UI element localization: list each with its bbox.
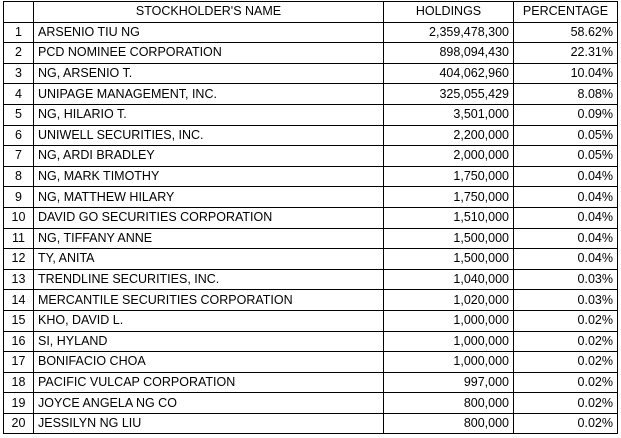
holdings-value: 1,500,000 — [384, 249, 514, 270]
stockholders-table — [3, 1, 618, 434]
row-index: 12 — [4, 249, 34, 270]
row-index: 16 — [4, 331, 34, 352]
row-index: 14 — [4, 290, 34, 311]
table-row — [4, 372, 618, 393]
holdings-value: 325,055,429 — [384, 84, 514, 105]
table-row — [4, 228, 618, 249]
table-row — [4, 43, 618, 64]
table-row — [4, 125, 618, 146]
table-row — [4, 393, 618, 414]
row-index: 19 — [4, 393, 34, 414]
holdings-value: 3,501,000 — [384, 104, 514, 125]
header-percentage: PERCENTAGE — [514, 2, 618, 23]
header-row — [4, 2, 618, 23]
holdings-value: 1,000,000 — [384, 331, 514, 352]
stockholder-name: NG, ARSENIO T. — [34, 63, 384, 84]
row-index: 5 — [4, 104, 34, 125]
stockholder-name: NG, MATTHEW HILARY — [34, 187, 384, 208]
holdings-value: 997,000 — [384, 372, 514, 393]
percentage-value: 0.02% — [514, 310, 618, 331]
row-index: 8 — [4, 166, 34, 187]
holdings-value: 2,000,000 — [384, 146, 514, 167]
table-row — [4, 104, 618, 125]
row-index: 17 — [4, 352, 34, 373]
stockholder-name: MERCANTILE SECURITIES CORPORATION — [34, 290, 384, 311]
row-index: 10 — [4, 207, 34, 228]
stockholder-name: NG, ARDI BRADLEY — [34, 146, 384, 167]
row-index: 3 — [4, 63, 34, 84]
percentage-value: 0.02% — [514, 372, 618, 393]
stockholder-name: NG, HILARIO T. — [34, 104, 384, 125]
percentage-value: 8.08% — [514, 84, 618, 105]
table-row — [4, 166, 618, 187]
row-index: 15 — [4, 310, 34, 331]
row-index: 7 — [4, 146, 34, 167]
table-row — [4, 22, 618, 43]
holdings-value: 1,750,000 — [384, 187, 514, 208]
stockholder-name: DAVID GO SECURITIES CORPORATION — [34, 207, 384, 228]
row-index: 1 — [4, 22, 34, 43]
percentage-value: 0.03% — [514, 269, 618, 290]
holdings-value: 1,750,000 — [384, 166, 514, 187]
row-index: 6 — [4, 125, 34, 146]
percentage-value: 0.04% — [514, 228, 618, 249]
table-row — [4, 146, 618, 167]
stockholder-name: ARSENIO TIU NG — [34, 22, 384, 43]
table-body — [4, 22, 618, 434]
percentage-value: 0.05% — [514, 146, 618, 167]
holdings-value: 2,359,478,300 — [384, 22, 514, 43]
stockholder-name: UNIPAGE MANAGEMENT, INC. — [34, 84, 384, 105]
holdings-value: 2,200,000 — [384, 125, 514, 146]
percentage-value: 0.04% — [514, 166, 618, 187]
table-row — [4, 187, 618, 208]
holdings-value: 800,000 — [384, 413, 514, 434]
percentage-value: 0.02% — [514, 393, 618, 414]
stockholder-name: NG, TIFFANY ANNE — [34, 228, 384, 249]
percentage-value: 0.02% — [514, 331, 618, 352]
row-index: 13 — [4, 269, 34, 290]
percentage-value: 0.05% — [514, 125, 618, 146]
stockholder-name: UNIWELL SECURITIES, INC. — [34, 125, 384, 146]
row-index: 20 — [4, 413, 34, 434]
stockholder-name: KHO, DAVID L. — [34, 310, 384, 331]
table-row — [4, 331, 618, 352]
stockholder-name: TRENDLINE SECURITIES, INC. — [34, 269, 384, 290]
table-row — [4, 413, 618, 434]
table-row — [4, 249, 618, 270]
header-holdings: HOLDINGS — [384, 2, 514, 23]
row-index: 18 — [4, 372, 34, 393]
table-row — [4, 290, 618, 311]
percentage-value: 0.02% — [514, 413, 618, 434]
percentage-value: 58.62% — [514, 22, 618, 43]
percentage-value: 22.31% — [514, 43, 618, 64]
stockholder-name: PACIFIC VULCAP CORPORATION — [34, 372, 384, 393]
percentage-value: 0.04% — [514, 187, 618, 208]
stockholder-name: JOYCE ANGELA NG CO — [34, 393, 384, 414]
stockholder-name: TY, ANITA — [34, 249, 384, 270]
row-index: 9 — [4, 187, 34, 208]
holdings-value: 800,000 — [384, 393, 514, 414]
holdings-value: 898,094,430 — [384, 43, 514, 64]
percentage-value: 0.03% — [514, 290, 618, 311]
stockholder-name: NG, MARK TIMOTHY — [34, 166, 384, 187]
holdings-value: 1,000,000 — [384, 310, 514, 331]
row-index: 2 — [4, 43, 34, 64]
holdings-value: 1,000,000 — [384, 352, 514, 373]
holdings-value: 1,020,000 — [384, 290, 514, 311]
table-row — [4, 269, 618, 290]
percentage-value: 10.04% — [514, 63, 618, 84]
table-row — [4, 63, 618, 84]
stockholder-name: SI, HYLAND — [34, 331, 384, 352]
table-row — [4, 84, 618, 105]
header-index — [4, 2, 34, 23]
table-row — [4, 310, 618, 331]
holdings-value: 1,040,000 — [384, 269, 514, 290]
percentage-value: 0.04% — [514, 207, 618, 228]
percentage-value: 0.02% — [514, 352, 618, 373]
stockholder-name: JESSILYN NG LIU — [34, 413, 384, 434]
holdings-value: 404,062,960 — [384, 63, 514, 84]
percentage-value: 0.09% — [514, 104, 618, 125]
row-index: 11 — [4, 228, 34, 249]
stockholder-name: BONIFACIO CHOA — [34, 352, 384, 373]
header-stockholder-name: STOCKHOLDER'S NAME — [34, 2, 384, 23]
holdings-value: 1,500,000 — [384, 228, 514, 249]
holdings-value: 1,510,000 — [384, 207, 514, 228]
stockholder-name: PCD NOMINEE CORPORATION — [34, 43, 384, 64]
percentage-value: 0.04% — [514, 249, 618, 270]
table-row — [4, 352, 618, 373]
table-row — [4, 207, 618, 228]
row-index: 4 — [4, 84, 34, 105]
